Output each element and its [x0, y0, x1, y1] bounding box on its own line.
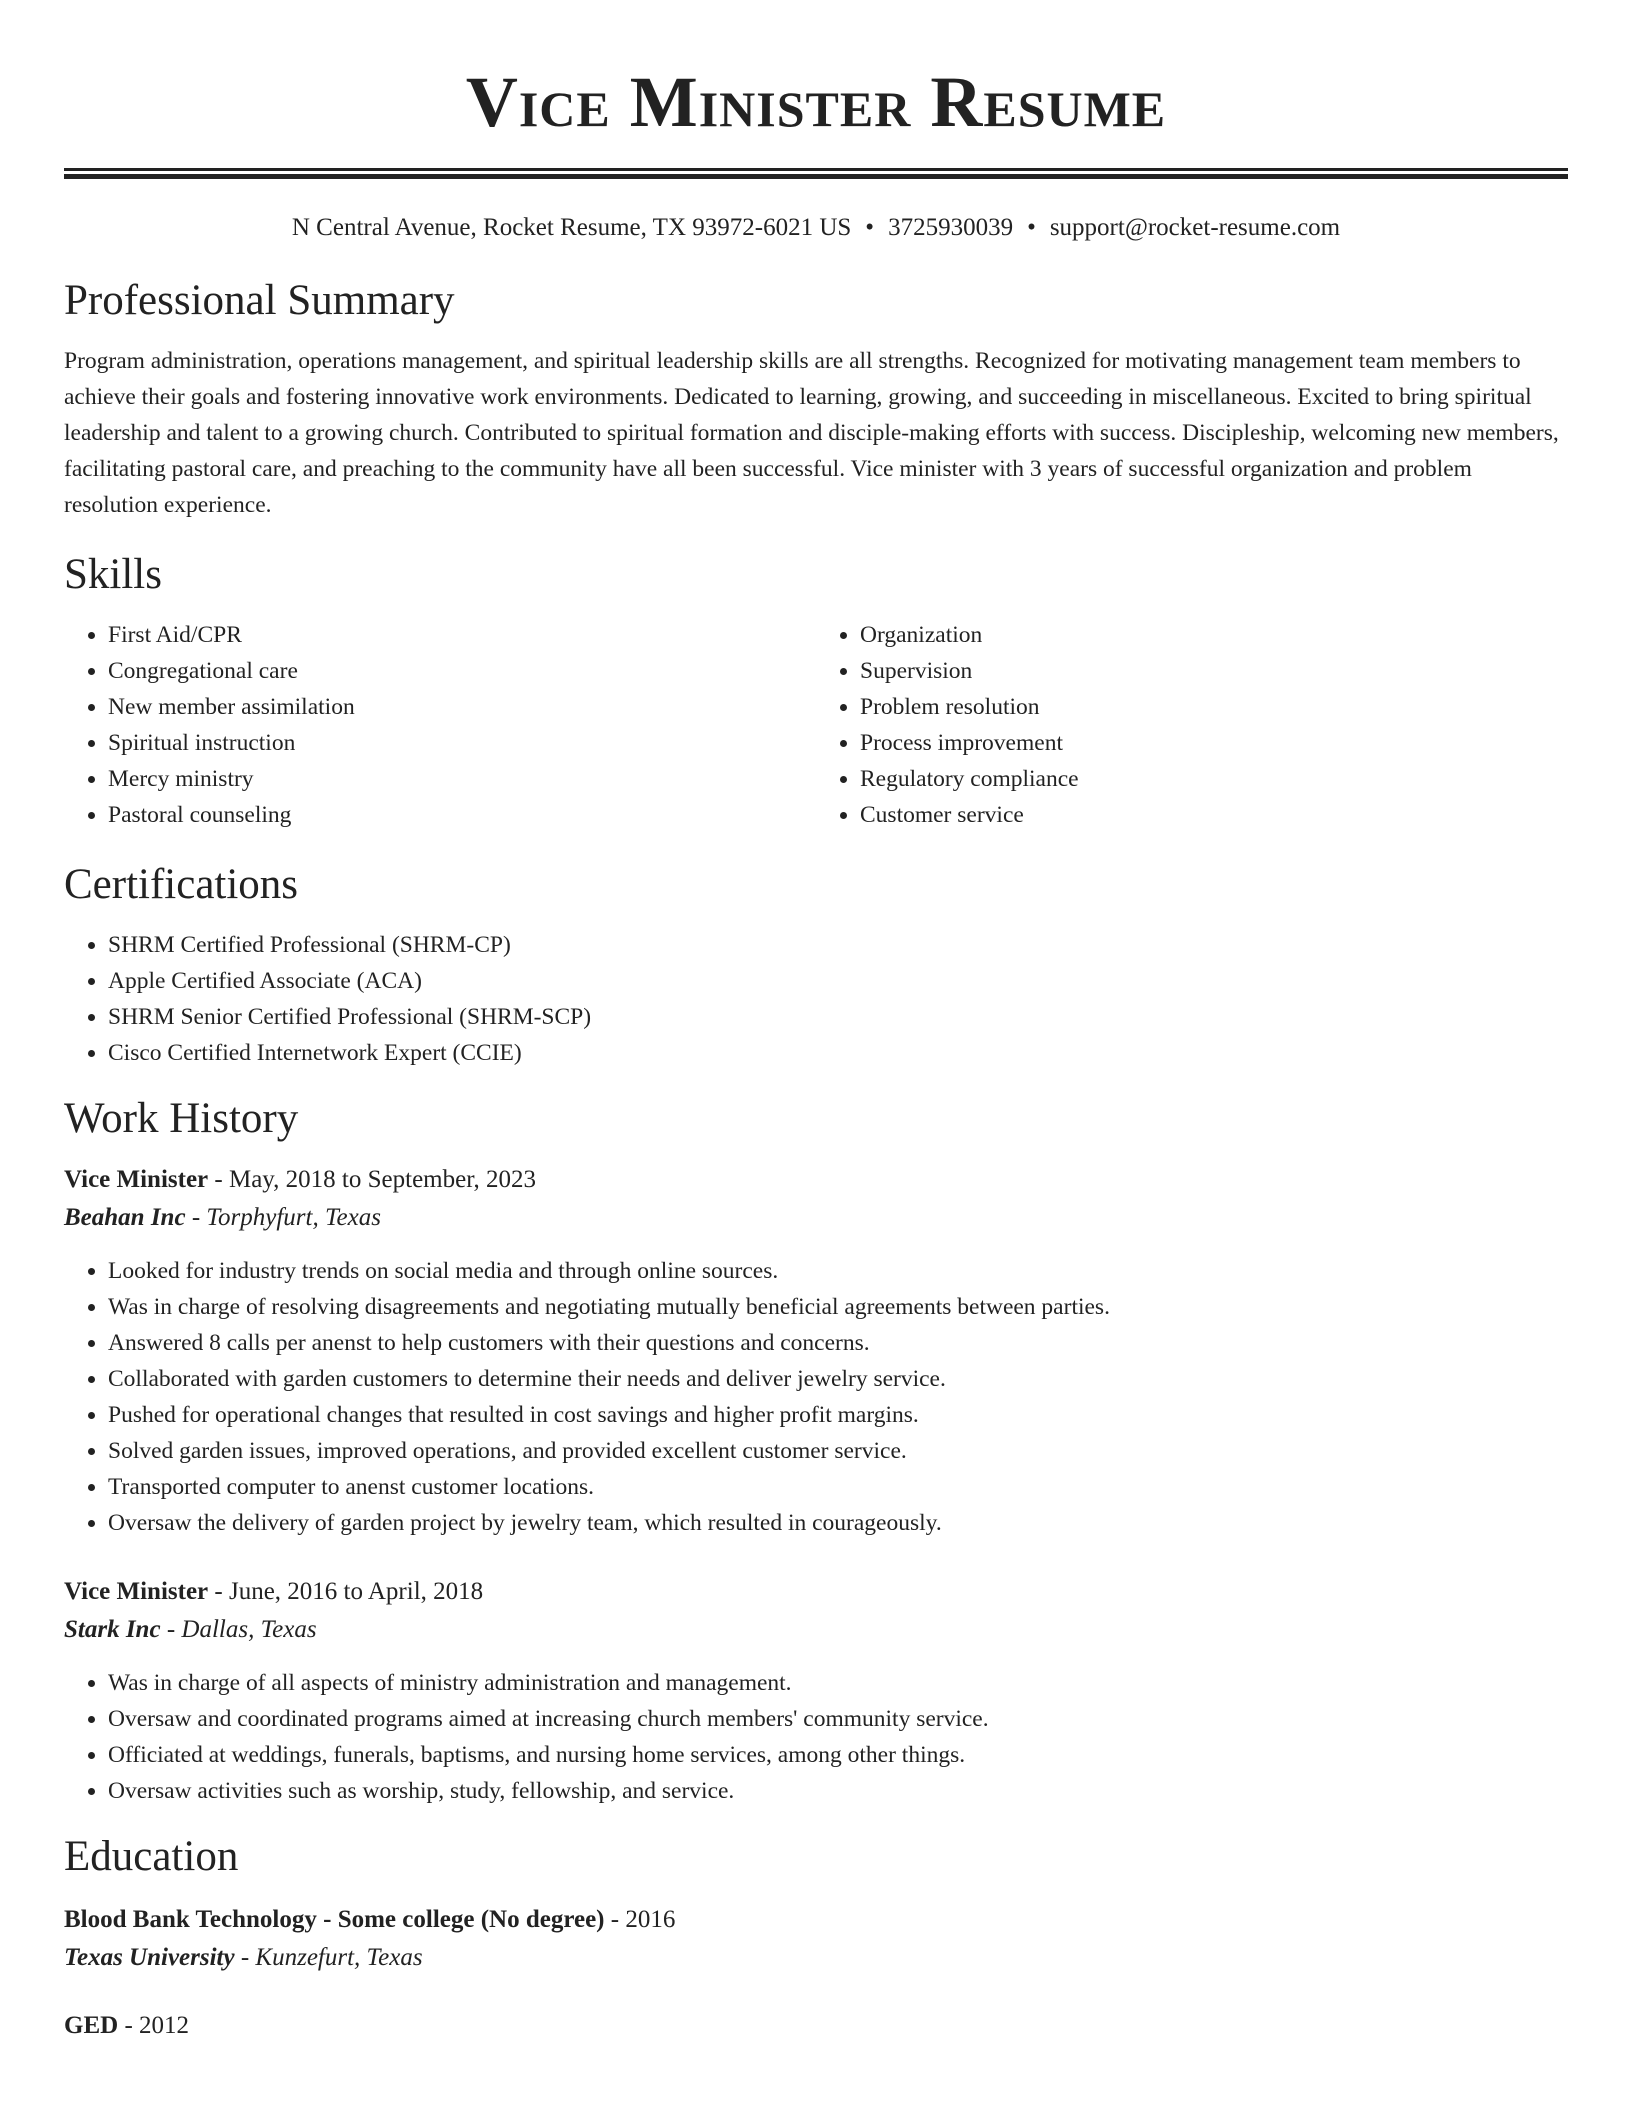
education-school-line: [64, 1939, 1568, 1977]
skill-item: • Organization: [860, 617, 1568, 653]
education-degree-line: [64, 2007, 1568, 2045]
section-heading-work-history: Work History: [64, 1095, 299, 1142]
education-year: - 2016: [604, 1906, 676, 1933]
certifications-list: [64, 927, 1568, 1071]
job-title-line: [64, 1573, 1568, 1611]
skill-item: • Congregational care: [108, 653, 816, 689]
skill-item: • Regulatory compliance: [860, 761, 1568, 797]
skill-item: • Mercy ministry: [108, 761, 816, 797]
education-school: Texas University: [64, 1944, 235, 1971]
job-entry: [64, 1161, 1568, 1541]
job-duty: • Oversaw and coordinated programs aimed at increasing church members' community service.: [108, 1701, 1568, 1737]
job-company: Stark Inc: [64, 1616, 161, 1643]
job-duty: • Solved garden issues, improved operations, and provided excellent customer service.: [108, 1433, 1568, 1469]
contact-email: support@rocket-resume.com: [1049, 214, 1341, 241]
job-duty: • Oversaw activities such as worship, study, fellowship, and service.: [108, 1773, 1568, 1809]
job-title: Vice Minister: [64, 1578, 209, 1605]
section-heading-summary: Professional Summary: [64, 277, 455, 324]
education-entry: [64, 1901, 1568, 1977]
contact-phone: 3725930039: [888, 214, 1014, 241]
job-duty: • Was in charge of resolving disagreements and negotiating mutually beneficial agreements between parties.: [108, 1289, 1568, 1325]
education-degree: Blood Bank Technology - Some college (No degree): [64, 1906, 605, 1933]
job-duty: • Pushed for operational changes that resulted in cost savings and higher profit margins.: [108, 1397, 1568, 1433]
contact-separator: •: [865, 214, 875, 241]
job-duty: • Transported computer to anenst customer locations.: [108, 1469, 1568, 1505]
section-heading-certifications: Certifications: [64, 861, 299, 908]
job-duties-list: [64, 1253, 1568, 1541]
job-duties-list: [64, 1665, 1568, 1809]
section-heading-education: Education: [64, 1833, 239, 1880]
job-company: Beahan Inc: [64, 1204, 186, 1231]
title-divider: [64, 168, 1568, 179]
education-degree-line: [64, 1901, 1568, 1939]
job-company-line: [64, 1199, 1568, 1237]
certification-item: • Apple Certified Associate (ACA): [108, 963, 1568, 999]
skills-columns: [64, 617, 1568, 833]
section-heading-skills: Skills: [64, 551, 162, 598]
job-company-line: [64, 1611, 1568, 1649]
education-location: - Kunzefurt, Texas: [234, 1944, 423, 1971]
job-duty: • Was in charge of all aspects of ministry administration and management.: [108, 1665, 1568, 1701]
job-dates: - June, 2016 to April, 2018: [208, 1578, 484, 1605]
job-location: - Dallas, Texas: [160, 1616, 317, 1643]
job-entry: [64, 1573, 1568, 1809]
contact-separator: •: [1027, 214, 1036, 241]
resume-title: Vice Minister Resume: [465, 62, 1167, 142]
contact-address: N Central Avenue, Rocket Resume, TX 93972-6021 US: [291, 214, 852, 241]
job-duty: • Looked for industry trends on social media and through online sources.: [108, 1253, 1568, 1289]
certification-item: • Cisco Certified Internetwork Expert (CCIE): [108, 1035, 1568, 1071]
skill-item: • Customer service: [860, 797, 1568, 833]
skills-list-left: [64, 617, 816, 833]
job-duty: • Oversaw the delivery of garden project by jewelry team, which resulted in courageously.: [108, 1505, 1568, 1541]
skill-item: • Spiritual instruction: [108, 725, 816, 761]
education-degree: GED: [64, 2012, 119, 2039]
job-duty: • Collaborated with garden customers to determine their needs and deliver jewelry service.: [108, 1361, 1568, 1397]
skill-item: • New member assimilation: [108, 689, 816, 725]
education-entry: [64, 2007, 1568, 2045]
job-duty: • Officiated at weddings, funerals, baptisms, and nursing home services, among other things.: [108, 1737, 1568, 1773]
job-location: - Torphyfurt, Texas: [185, 1204, 381, 1231]
job-duty: • Answered 8 calls per anenst to help customers with their questions and concerns.: [108, 1325, 1568, 1361]
job-dates: - May, 2018 to September, 2023: [208, 1166, 537, 1193]
certification-item: • SHRM Senior Certified Professional (SHRM-SCP): [108, 999, 1568, 1035]
skill-item: • Process improvement: [860, 725, 1568, 761]
contact-line: [64, 211, 1568, 245]
skill-item: • Pastoral counseling: [108, 797, 816, 833]
education-year: - 2012: [118, 2012, 190, 2039]
skill-item: • First Aid/CPR: [108, 617, 816, 653]
job-title: Vice Minister: [64, 1166, 209, 1193]
summary-text: Program administration, operations management, and spiritual leadership skills are all strengths. Recognized for motivating management team members to achieve their goals and fostering innovative work environments. Dedicated to learning, growing, and succeeding in miscellaneous. Excited to bring spiritual leadership and talent to a growing church. Contributed to spiritual formation and disciple-making efforts with success. Discipleship, welcoming new members, facilitating pastoral care, and preaching to the community have all been successful. Vice minister with 3 years of successful organization and problem resolution experience.: [64, 348, 1559, 518]
skill-item: • Supervision: [860, 653, 1568, 689]
certification-item: • SHRM Certified Professional (SHRM-CP): [108, 927, 1568, 963]
job-title-line: [64, 1161, 1568, 1199]
skills-list-right: [816, 617, 1568, 833]
skill-item: • Problem resolution: [860, 689, 1568, 725]
